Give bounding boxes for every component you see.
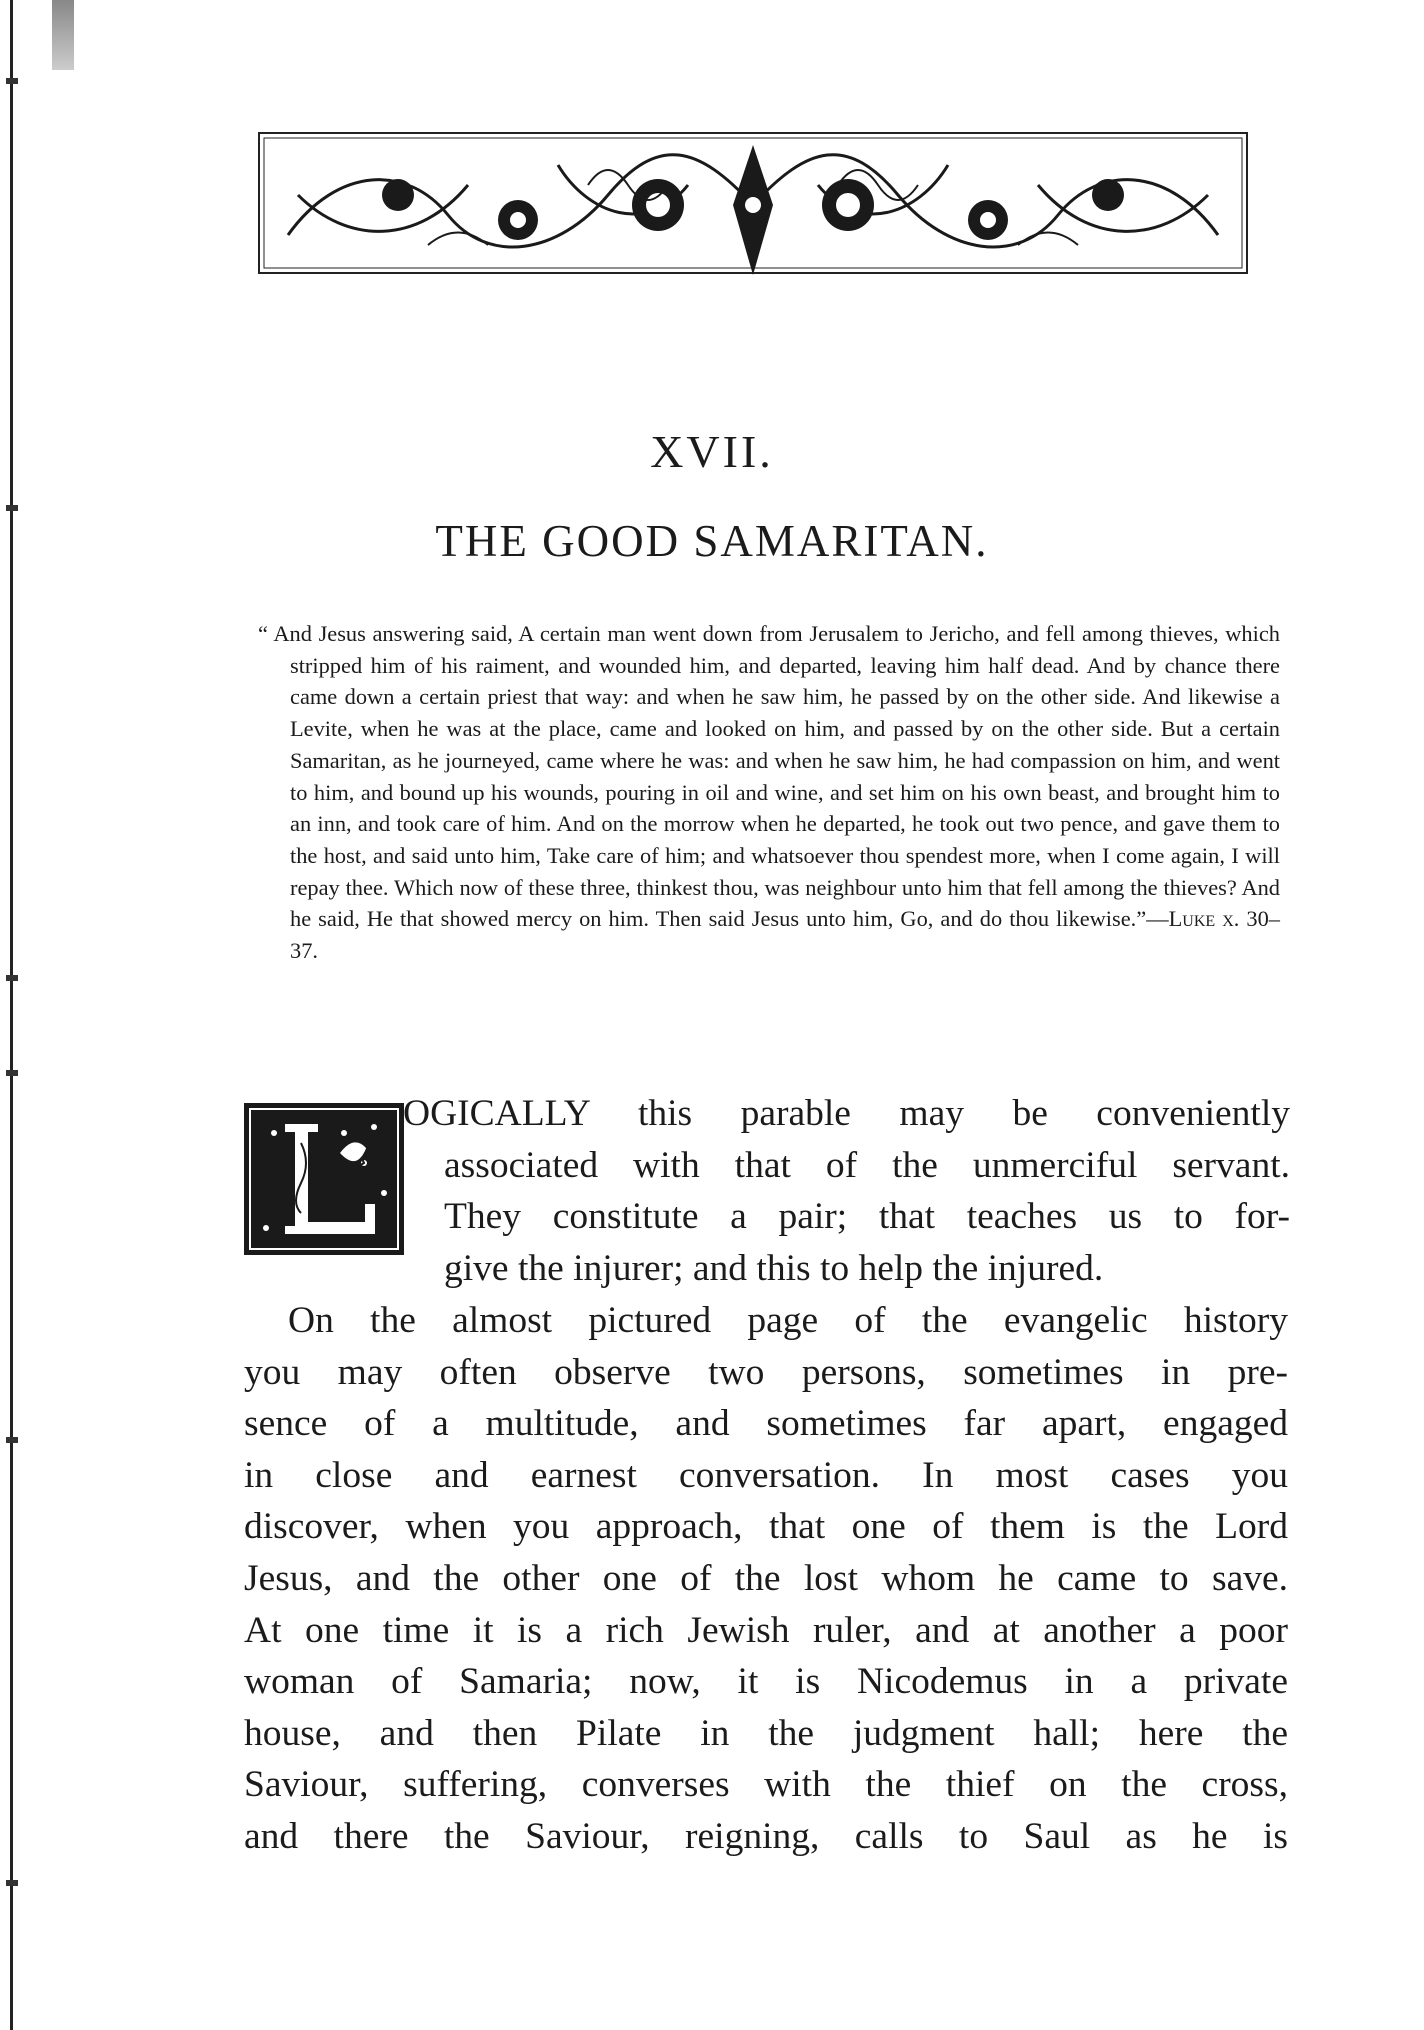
scripture-epigraph <box>258 618 1280 967</box>
paragraph-line: OGICALLY this parable may be conveniently <box>403 1093 1290 1134</box>
scan-edge-shadow <box>52 0 74 70</box>
drop-cap-letter: L <box>323 1248 325 1249</box>
paragraph-line: in close and earnest conversation. In most cases you <box>244 1454 1288 1496</box>
binding-mark <box>6 1437 18 1443</box>
chapter-number: XVII. <box>650 426 774 477</box>
paragraph-line: house, and then Pilate in the judgment hall; here the <box>244 1712 1288 1754</box>
second-paragraph <box>244 1295 1288 1863</box>
page-binding-rule <box>10 0 13 2030</box>
binding-mark <box>6 78 18 84</box>
paragraph-line: Jesus, and the other one of the lost whom he came to save. <box>244 1557 1288 1599</box>
paragraph-line: give the injurer; and this to help the injured. <box>444 1247 1104 1289</box>
paragraph-line: sence of a multitude, and sometimes far apart, engaged <box>244 1403 1288 1445</box>
paragraph-line: At one time it is a rich Jewish ruler, and at another a poor <box>244 1609 1288 1651</box>
paragraph-line: Saviour, suffering, converses with the thief on the cross, <box>244 1764 1288 1806</box>
epigraph-text <box>258 618 1280 967</box>
paragraph-line: woman of Samaria; now, it is Nicodemus in a private <box>244 1661 1288 1703</box>
paragraph-line: They constitute a pair; that teaches us to for- <box>444 1196 1290 1237</box>
paragraph-line: you may often observe two persons, sometimes in pre- <box>244 1351 1288 1393</box>
binding-mark <box>6 505 18 511</box>
first-paragraph <box>400 1088 1290 1294</box>
chapter-title: THE GOOD SAMARITAN. <box>435 516 989 566</box>
floral-header-ornament <box>258 125 1248 277</box>
epigraph-body: “ And Jesus answering said, A certain man went down from Jerusalem to Jericho, and fell among thieves, which stripped him of his raiment, and wounded him, and departed, leaving him half dead. And by chance there came down a certain priest that way: and when he saw him, he passed by on the other side. And likewise a Levite, when he was at the place, came and looked on him, and passed by on the other side. But a certain Samaritan, as he journeyed, came where he was: and when he saw him, he had compassion on him, and went to him, and bound up his wounds, pouring in oil and wine, and set him on his own beast, and brought him to an inn, and took care of him. And on the morrow when he departed, he took out two pence, and gave them to the host, and said unto him, Take care of him; and whatsoever thou spendest more, when I come again, I will repay thee. Which now of these three, thinkest thou, was neighbour unto him that fell among the thieves? And he said, He that showed mercy on him. Then said Jesus unto him, Go, and do thou likewise.”— <box>258 621 1280 932</box>
binding-mark <box>6 1070 18 1076</box>
binding-mark <box>6 975 18 981</box>
paragraph-line: discover, when you approach, that one of them is the Lord <box>244 1506 1288 1548</box>
paragraph-line: On the almost pictured page of the evangelic history <box>288 1300 1288 1341</box>
paragraph-line: associated with that of the unmerciful servant. <box>444 1144 1290 1186</box>
epigraph-citation: Luke x. 30–37. <box>290 906 1280 964</box>
paragraph-line: and there the Saviour, reigning, calls to Saul as he is <box>244 1815 1288 1857</box>
binding-mark <box>6 1880 18 1886</box>
illuminated-drop-cap <box>244 1103 404 1255</box>
